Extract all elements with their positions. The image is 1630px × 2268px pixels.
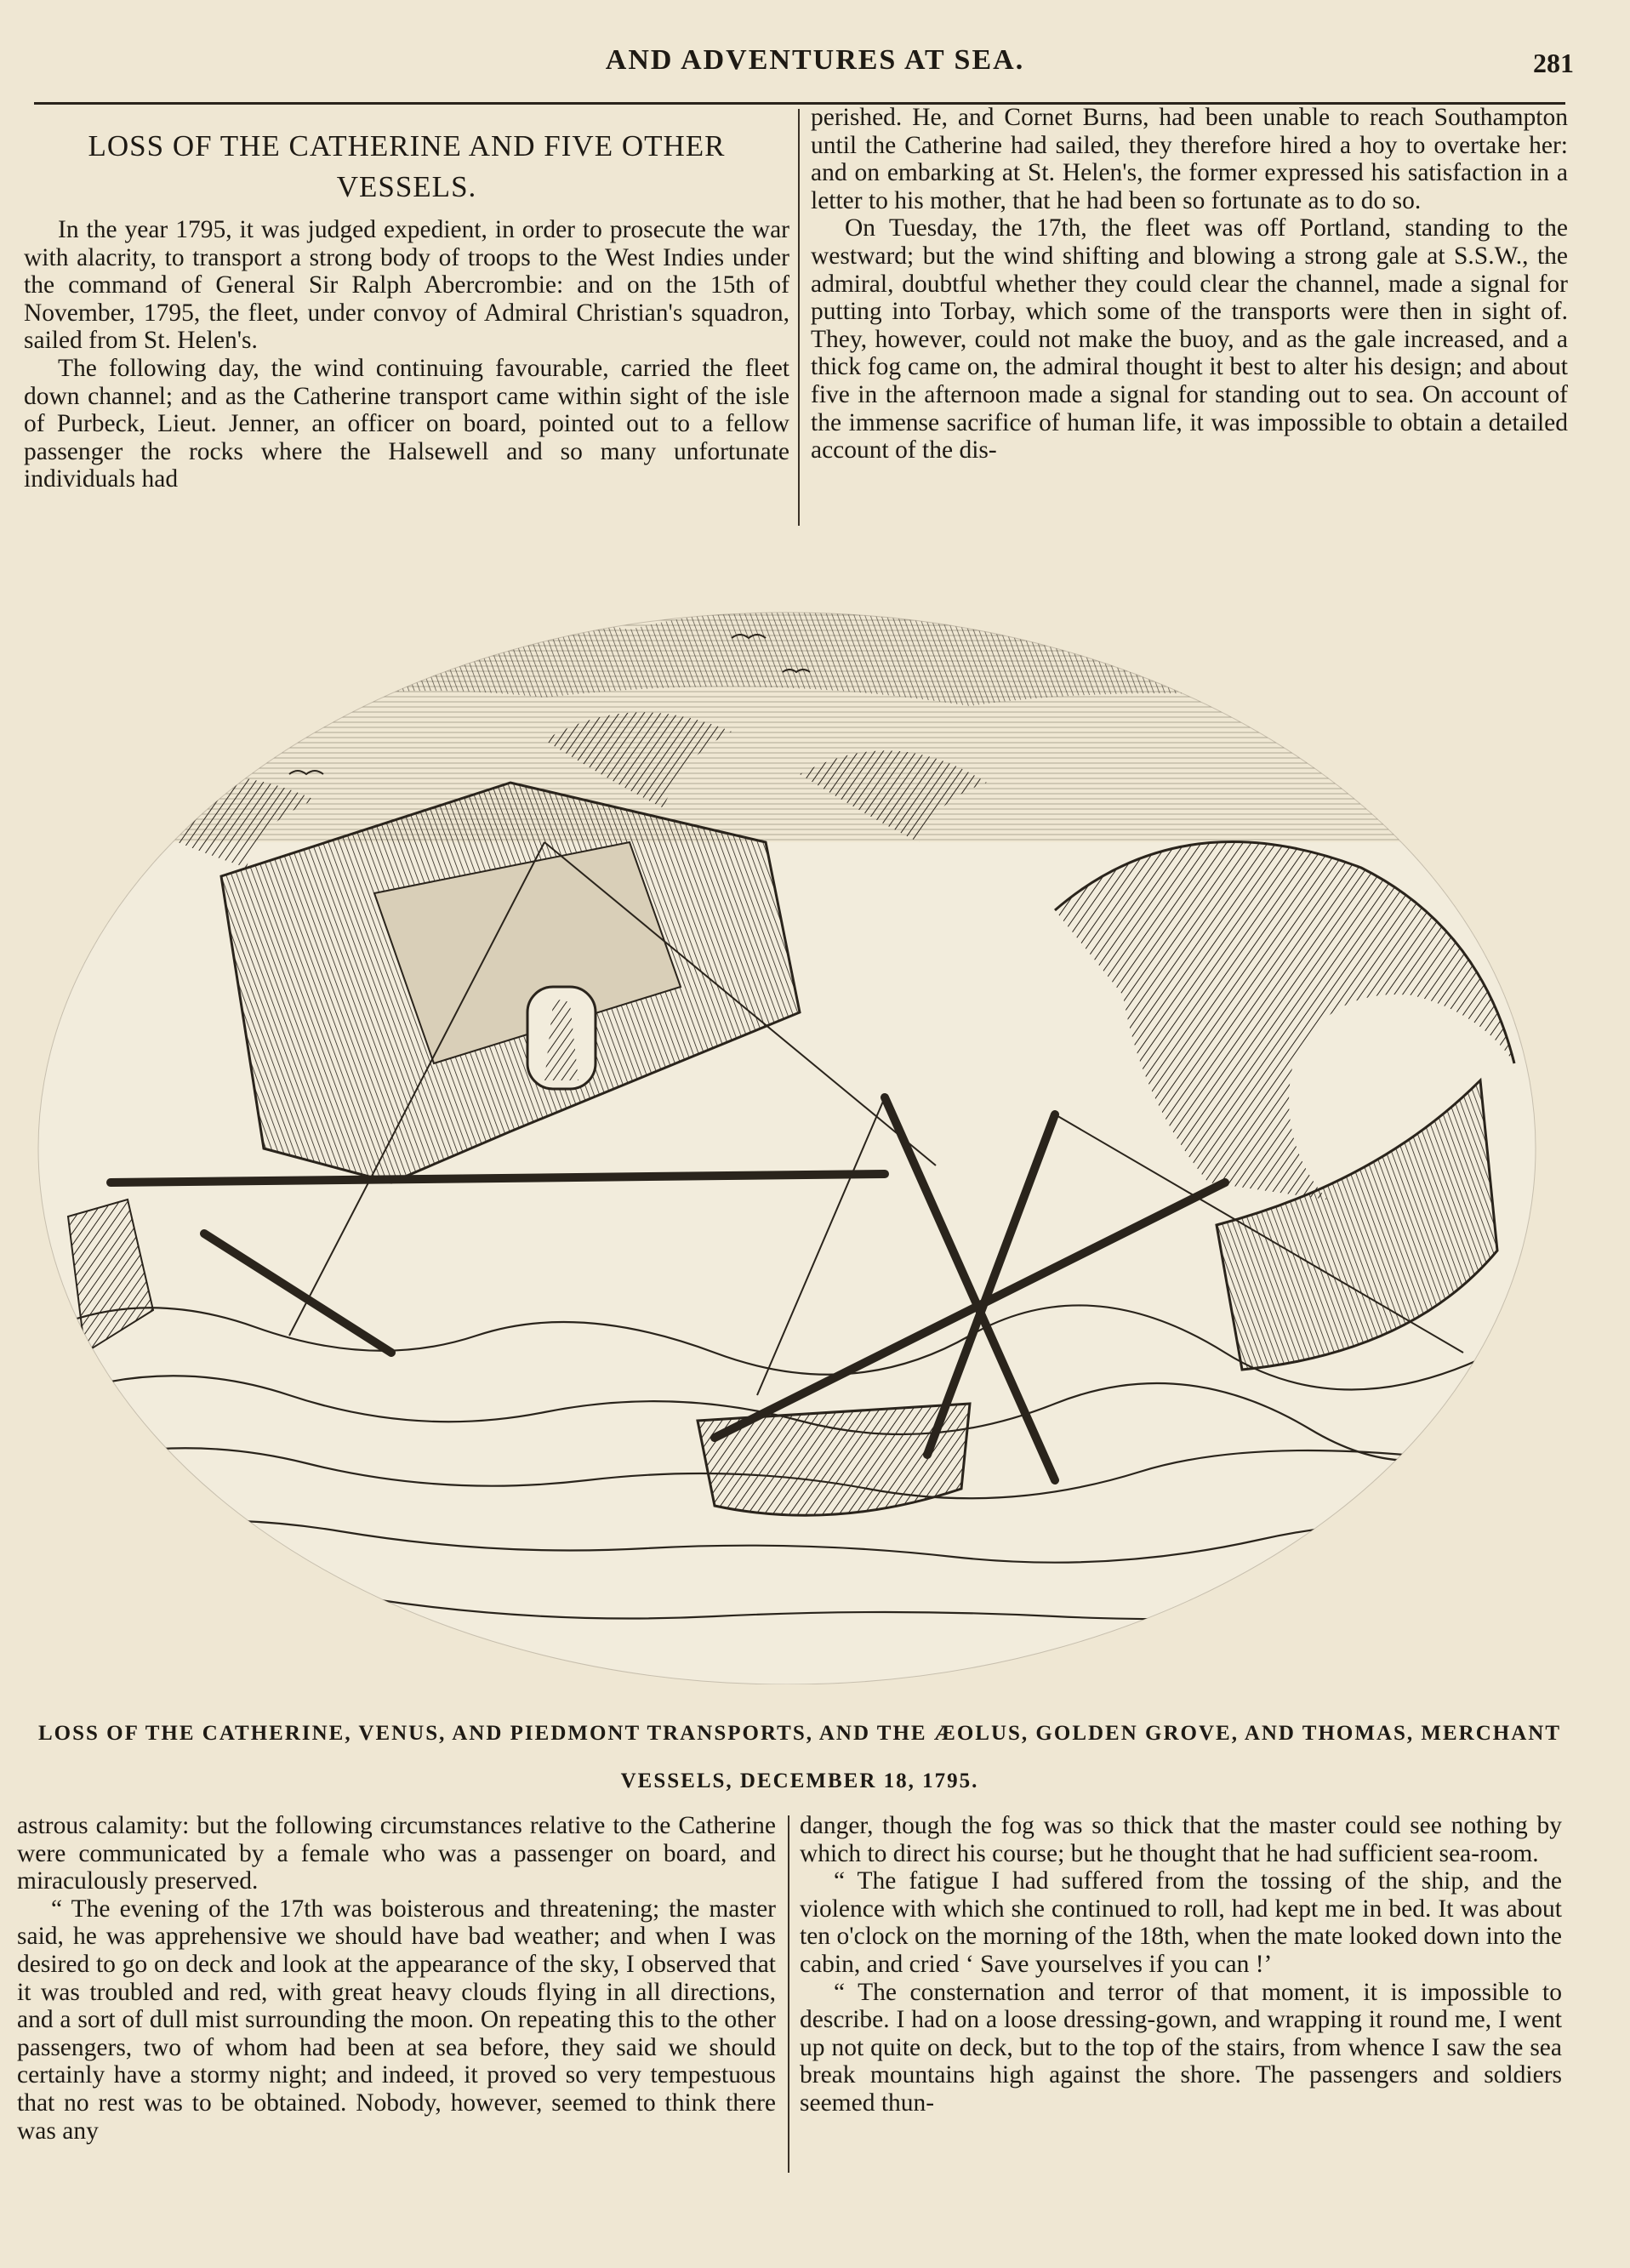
running-title: AND ADVENTURES AT SEA. bbox=[605, 44, 1025, 76]
paragraph: “ The consternation and terror of that moment, it is impossible to describe. I had on a loose dressing-gown, and wrapping it round me, I went up not quite on deck, but to the top of the stairs, from whence I saw the sea break mountains high against the shore. The passengers and soldiers seemed thun- bbox=[800, 1978, 1562, 2117]
column-top-left bbox=[24, 126, 789, 493]
paragraph: “ The evening of the 17th was boisterous and threatening; the master said, he was apprehensive we should have bad weather; and when I was desired to go on deck and look at the appearance of the sky, I observed that it was troubled and red, with great heavy clouds flying in all directions, and a sort of dull mist surrounding the moon. On repeating this to the other passengers, two of whom had been at sea before, they said we should certainly have a stormy night; and indeed, it proved so very tempestuous that no rest was to be obtained. Nobody, however, seemed to think there was any bbox=[17, 1895, 776, 2145]
column-bottom-left bbox=[17, 1812, 776, 2145]
paragraph: “ The fatigue I had suffered from the tossing of the ship, and the violence with which she continued to roll, had kept me in bed. It was about ten o'clock on the morning of the 18th, when the mate looked down into the cabin, and cried ‘ Save yourselves if you can !’ bbox=[800, 1867, 1562, 1978]
paragraph: In the year 1795, it was judged expedient, in order to prosecute the war with alacrity, to transport a strong body of troops to the West Indies under the command of General Sir Ralph Abercrombie: and on the 15th of November, 1795, the fleet, under convoy of Admiral Christian's squadron, sailed from St. Helen's. bbox=[24, 216, 789, 355]
paragraph: On Tuesday, the 17th, the fleet was off Portland, standing to the westward; but the wind shifting and blowing a strong gale at S.S.W., the admiral, doubtful whether they could clear the channel, made a signal for putting into Torbay, which some of the transports were then in sight of. They, however, could not make the buoy, and as the gale increased, and a thick fog came on, the admiral thought it best to alter his design; and about five in the afternoon made a signal for standing out to sea. On account of the immense sacrifice of human life, it was impossible to obtain a detailed account of the dis- bbox=[811, 214, 1568, 464]
article-title-line-2: VESSELS. bbox=[336, 170, 477, 203]
paragraph: The following day, the wind continuing favourable, carried the fleet down channel; and as the Catherine transport came within sight of the isle of Purbeck, Lieut. Jenner, an officer on board, pointed out to a fellow passenger the rocks where the Halsewell and so many unfortunate individuals had bbox=[24, 354, 789, 493]
paragraph: perished. He, and Cornet Burns, had been unable to reach Southampton until the Catherine had sailed, they therefore hired a hoy to overtake her: and on embarking at St. Helen's, the former expressed his satisfaction in a letter to his mother, that he had been so fortunate as to do so. bbox=[811, 104, 1568, 214]
article-title-line-1: LOSS OF THE CATHERINE AND FIVE OTHER bbox=[88, 129, 726, 162]
paragraph: astrous calamity: but the following circumstances relative to the Catherine were communicated by a female who was a passenger on board, and miraculously preserved. bbox=[17, 1812, 776, 1895]
illustration-caption bbox=[34, 1710, 1565, 1805]
column-top-right bbox=[811, 104, 1568, 464]
running-head bbox=[0, 39, 1630, 90]
page-number: 281 bbox=[1533, 48, 1574, 78]
article-title bbox=[24, 126, 789, 208]
paragraph: danger, though the fog was so thick that the master could see nothing by which to direct his course; but he thought that he had sufficient sea-room. bbox=[800, 1812, 1562, 1867]
caption-line-2: VESSELS, DECEMBER 18, 1795. bbox=[620, 1769, 979, 1792]
caption-line-1: LOSS OF THE CATHERINE, VENUS, AND PIEDMONT TRANSPORTS, AND THE ÆOLUS, GOLDEN GROVE, AND THOMAS, MERCHANT bbox=[37, 1722, 1562, 1745]
column-divider-bottom bbox=[788, 1815, 789, 2173]
column-divider-top bbox=[798, 109, 800, 526]
column-bottom-right bbox=[800, 1812, 1562, 2117]
shipwreck-engraving bbox=[34, 587, 1540, 1684]
